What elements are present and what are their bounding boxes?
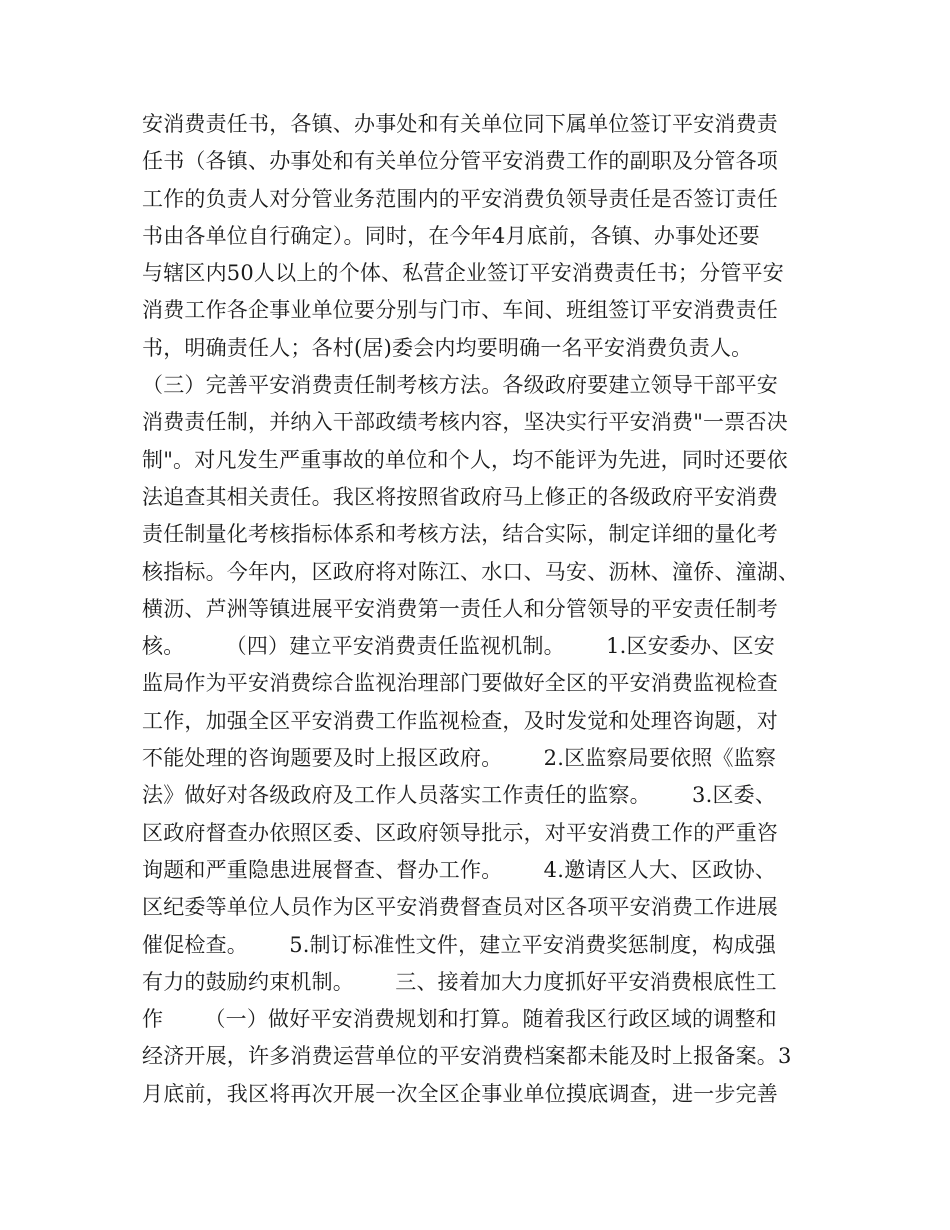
text-line: 制"。对凡发生严重事故的单位和个人，均不能评为先进，同时还要依 xyxy=(142,447,788,472)
body-text xyxy=(142,106,822,1113)
text-line: 法》做好对各级政府及工作人员落实工作责任的监察。 3.区委、 xyxy=(142,783,777,808)
text-line: 区纪委等单位人员作为区平安消费督查员对区各项平安消费工作进展 xyxy=(142,895,778,920)
text-line: 核。 （四）建立平安消费责任监视机制。 1.区安委办、区安 xyxy=(142,634,775,659)
text-line: 消费工作各企事业单位要分别与门市、车间、班组签订平安消费责任 xyxy=(142,298,778,323)
text-line: 法追查其相关责任。我区将按照省政府马上修正的各级政府平安消费 xyxy=(142,484,778,509)
text-line: 监局作为平安消费综合监视治理部门要做好全区的平安消费监视检查 xyxy=(142,671,778,696)
text-line: 有力的鼓励约束机制。 三、接着加大力度抓好平安消费根底性工 xyxy=(142,969,777,994)
text-line: 月底前，我区将再次开展一次全区企事业单位摸底调查，进一步完善 xyxy=(142,1081,778,1106)
text-line: （三）完善平安消费责任制考核方法。各级政府要建立领导干部平安 xyxy=(142,373,778,398)
text-line: 书，明确责任人；各村(居)委会内均要明确一名平安消费负责人。 xyxy=(142,335,753,360)
text-line: 询题和严重隐患进展督查、督办工作。 4.邀请区人大、区政协、 xyxy=(142,857,777,882)
text-line: 安消费责任书，各镇、办事处和有关单位同下属单位签订平安消费责 xyxy=(142,112,778,136)
text-line: 责任制量化考核指标体系和考核方法，结合实际，制定详细的量化考 xyxy=(142,522,778,547)
text-line: 核指标。今年内，区政府将对陈江、水口、马安、沥林、潼侨、潼湖、 xyxy=(142,559,800,584)
text-line: 任书（各镇、办事处和有关单位分管平安消费工作的副职及分管各项 xyxy=(142,149,778,174)
text-line: 区政府督查办依照区委、区政府领导批示，对平安消费工作的严重咨 xyxy=(142,820,778,845)
text-line: 工作的负责人对分管业务范围内的平安消费负领导责任是否签订责任 xyxy=(142,186,778,211)
text-line: 不能处理的咨询题要及时上报区政府。 2.区监察局要依照《监察 xyxy=(142,746,777,771)
text-line: 横沥、芦洲等镇进展平安消费第一责任人和分管领导的平安责任制考 xyxy=(142,596,778,621)
text-line: 与辖区内50人以上的个体、私营企业签订平安消费责任书；分管平安 xyxy=(142,261,784,286)
text-line: 催促检查。 5.制订标准性文件，建立平安消费奖惩制度，构成强 xyxy=(142,932,777,957)
text-line: 工作，加强全区平安消费工作监视检查，及时发觉和处理咨询题，对 xyxy=(142,708,778,733)
text-line: 书由各单位自行确定）。同时，在今年4月底前，各镇、办事处还要 xyxy=(142,223,760,248)
text-line: 消费责任制，并纳入干部政绩考核内容，坚决实行平安消费"一票否决 xyxy=(142,410,788,435)
text-line: 经济开展，许多消费运营单位的平安消费档案都未能及时上报备案。3 xyxy=(142,1044,792,1069)
text-line: 作 （一）做好平安消费规划和打算。随着我区行政区域的调整和 xyxy=(142,1007,777,1032)
